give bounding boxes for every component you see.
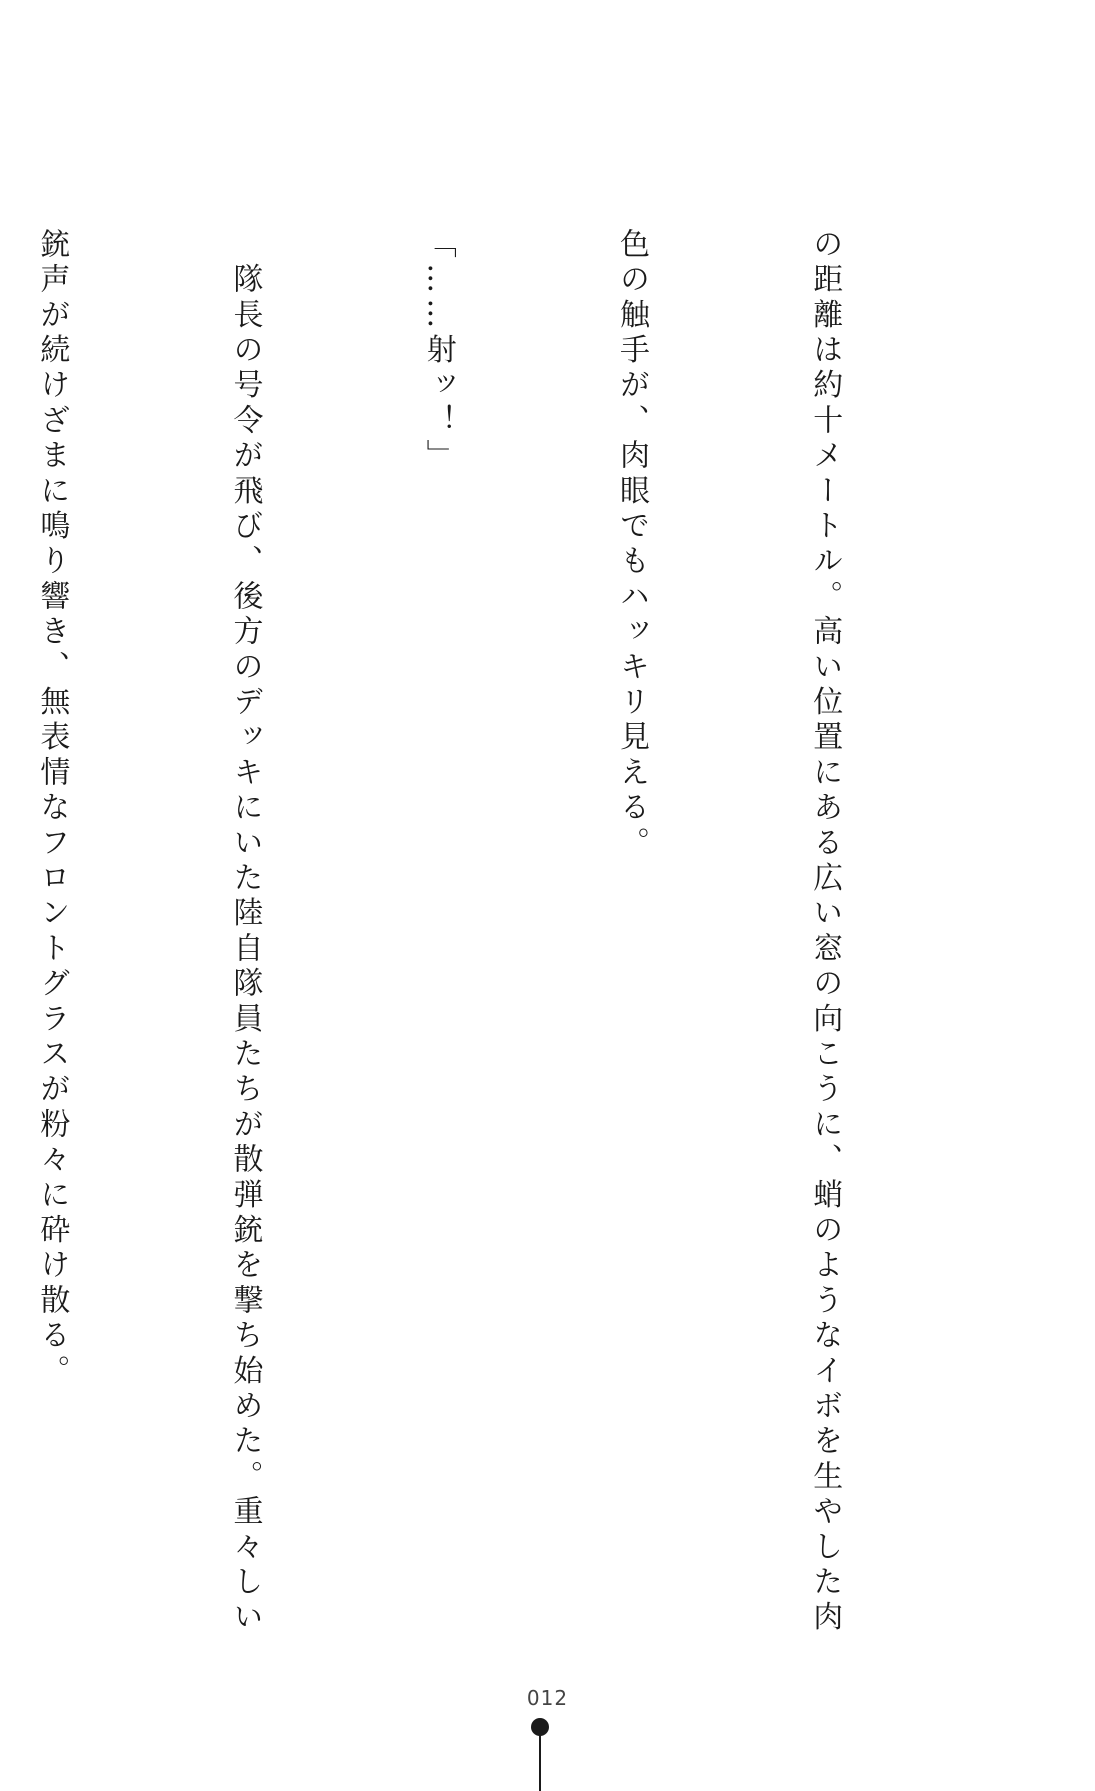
text-line: 銃声が続けざまに鳴り響き、無表情なフロントグラスが粉々に砕け散る。 <box>34 228 70 1390</box>
text-line: 色の触手が、肉眼でもハッキリ見える。 <box>613 228 649 862</box>
page-number: 012 <box>526 1686 569 1710</box>
text-line: の距離は約十メートル。高い位置にある広い窓の向こうに、蛸のようなイボを生やした肉 <box>807 228 843 1636</box>
folio-rule <box>539 1730 541 1791</box>
vertical-body-text <box>0 228 985 1636</box>
text-line: 隊長の号令が飛び、後方のデッキにいた陸自隊員たちが散弾銃を撃ち始めた。重々しい <box>227 228 263 1636</box>
text-line: 「……射ッ！」 <box>420 228 456 475</box>
